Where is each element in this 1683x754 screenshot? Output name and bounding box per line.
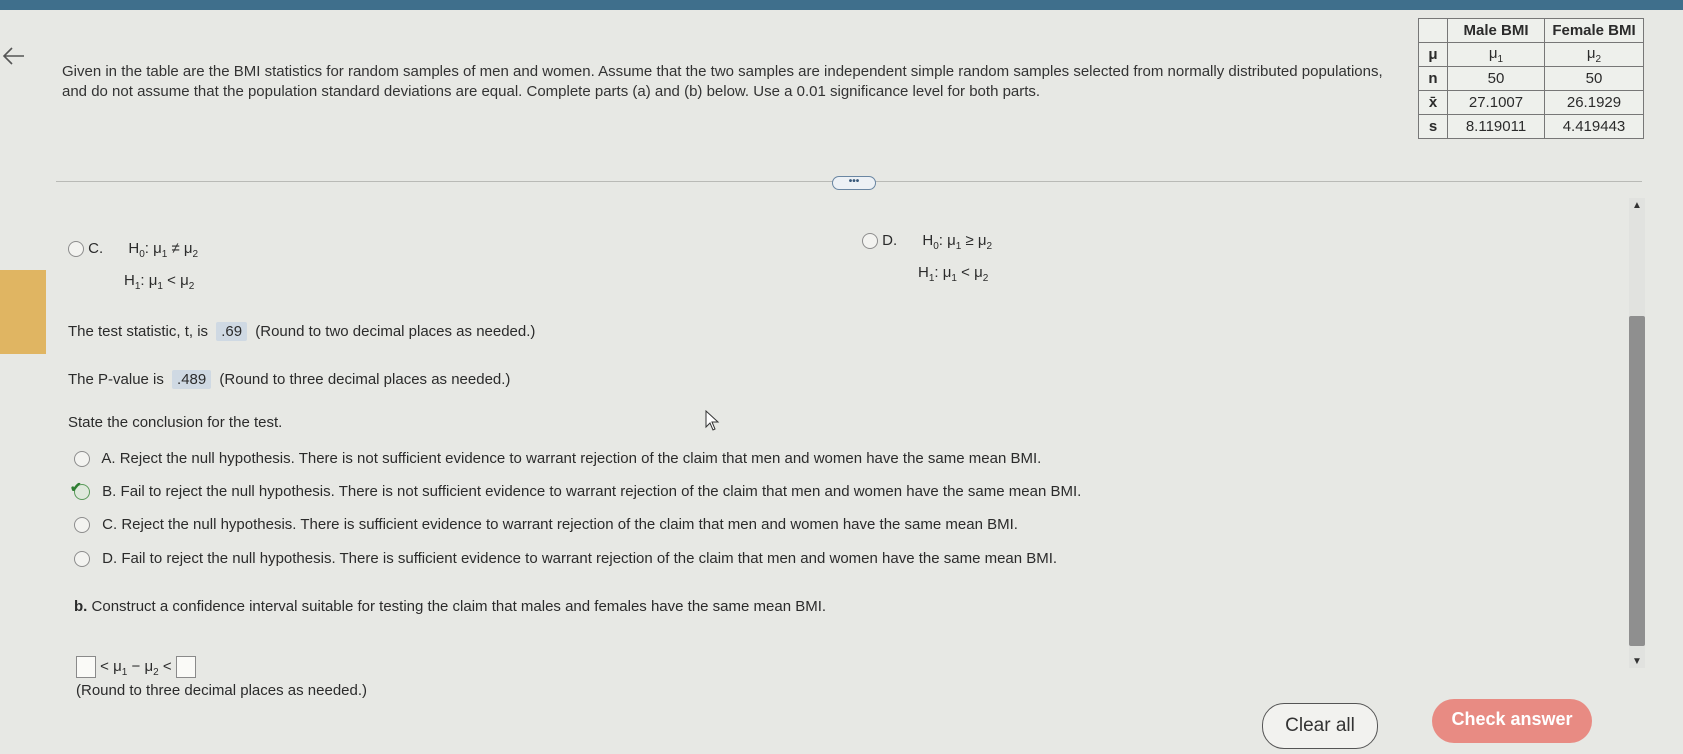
back-arrow-icon[interactable] [0, 42, 28, 70]
table-cell: $\mu_1$ [1448, 43, 1545, 67]
scrollbar-thumb[interactable] [1629, 316, 1645, 646]
alt-hypothesis: $H_1$: $\mu_1 < \mu_2$ [918, 264, 989, 284]
radio-icon[interactable] [74, 451, 90, 467]
side-tab[interactable] [0, 270, 46, 354]
check-answer-button[interactable]: Check answer [1432, 699, 1592, 743]
round-note: (Round to three decimal places as needed.) [76, 682, 368, 699]
option-key: D. [882, 232, 898, 249]
table-row-n [1419, 67, 1644, 91]
table-cell: 50 [1448, 67, 1545, 91]
row-label: x̄ [1419, 91, 1448, 115]
conclusion-label: State the conclusion for the test. [68, 414, 283, 431]
table-cell: 26.1929 [1545, 91, 1644, 115]
row-label: n [1419, 67, 1448, 91]
conclusion-option-c[interactable]: C. Reject the null hypothesis. There is sufficient evidence to warrant rejection of the claim that men and women have the same mean BMI. [74, 516, 1018, 533]
clear-all-button[interactable]: Clear all [1262, 703, 1378, 749]
null-hypothesis: $H_0$: $\mu_1 \ne \mu_2$ [128, 240, 199, 260]
table-row-xbar [1419, 91, 1644, 115]
table-header-female: Female BMI [1545, 19, 1644, 43]
radio-icon[interactable] [862, 233, 878, 249]
hypothesis-option-c[interactable] [68, 236, 198, 300]
alt-hypothesis: $H_1$: $\mu_1 < \mu_2$ [124, 272, 195, 292]
table-header-blank [1419, 19, 1448, 43]
mouse-cursor-icon [705, 410, 721, 432]
radio-icon[interactable] [74, 517, 90, 533]
scroll-down-icon[interactable]: ▼ [1632, 656, 1642, 667]
expand-ellipsis-button[interactable]: ••• [832, 176, 876, 190]
table-row-mu [1419, 43, 1644, 67]
bmi-stats-table [1418, 18, 1644, 139]
conclusion-option-a[interactable]: A. Reject the null hypothesis. There is not sufficient evidence to warrant rejection of the claim that men and women have the same mean BMI. [74, 450, 1041, 467]
row-label: s [1419, 115, 1448, 139]
hypothesis-option-d[interactable] [862, 228, 992, 292]
table-cell: $\mu_2$ [1545, 43, 1644, 67]
option-key: C. [88, 240, 104, 257]
top-bar [0, 0, 1683, 10]
checkmark-icon: ✔ [70, 479, 82, 495]
table-cell: 27.1007 [1448, 91, 1545, 115]
conclusion-option-d[interactable]: D. Fail to reject the null hypothesis. There is sufficient evidence to warrant rejection of the claim that men and women have the same mean BMI. [74, 550, 1057, 567]
radio-icon[interactable] [74, 551, 90, 567]
radio-icon[interactable] [68, 241, 84, 257]
row-label: μ [1419, 43, 1448, 67]
part-b-prompt: b. Construct a confidence interval suitable for testing the claim that males and females have the same mean BMI. [74, 598, 827, 615]
table-cell: 50 [1545, 67, 1644, 91]
table-cell: 4.419443 [1545, 115, 1644, 139]
confidence-interval-row: < $\mu_1 - \mu_2$ < [76, 656, 196, 678]
scroll-up-icon[interactable]: ▲ [1632, 200, 1642, 211]
p-value-line: The P-value is .489 (Round to three decimal places as needed.) [68, 371, 511, 388]
test-statistic-line: The test statistic, t, is .69 (Round to two decimal places as needed.) [68, 323, 536, 340]
question-prompt: Given in the table are the BMI statistics for random samples of men and women. Assume that the two samples are independent simple random samples selected from normally distributed populations, and do not assume that the population standard deviations are equal. Complete parts (a) and (b) below. Use a 0.01 significance level for both parts. [62, 63, 1383, 100]
conclusion-option-b[interactable]: ✔ B. Fail to reject the null hypothesis. There is not sufficient evidence to warrant rejection of the claim that men and women have the same mean BMI. [70, 479, 1082, 500]
table-row-s [1419, 115, 1644, 139]
table-cell: 8.119011 [1448, 115, 1545, 139]
ci-lower-input[interactable] [76, 656, 96, 678]
p-value-answer[interactable]: .489 [172, 370, 211, 389]
null-hypothesis: $H_0$: $\mu_1 \ge \mu_2$ [922, 232, 993, 252]
ci-upper-input[interactable] [176, 656, 196, 678]
table-header-male: Male BMI [1448, 19, 1545, 43]
table-header-row [1419, 19, 1644, 43]
test-statistic-answer[interactable]: .69 [216, 322, 247, 341]
